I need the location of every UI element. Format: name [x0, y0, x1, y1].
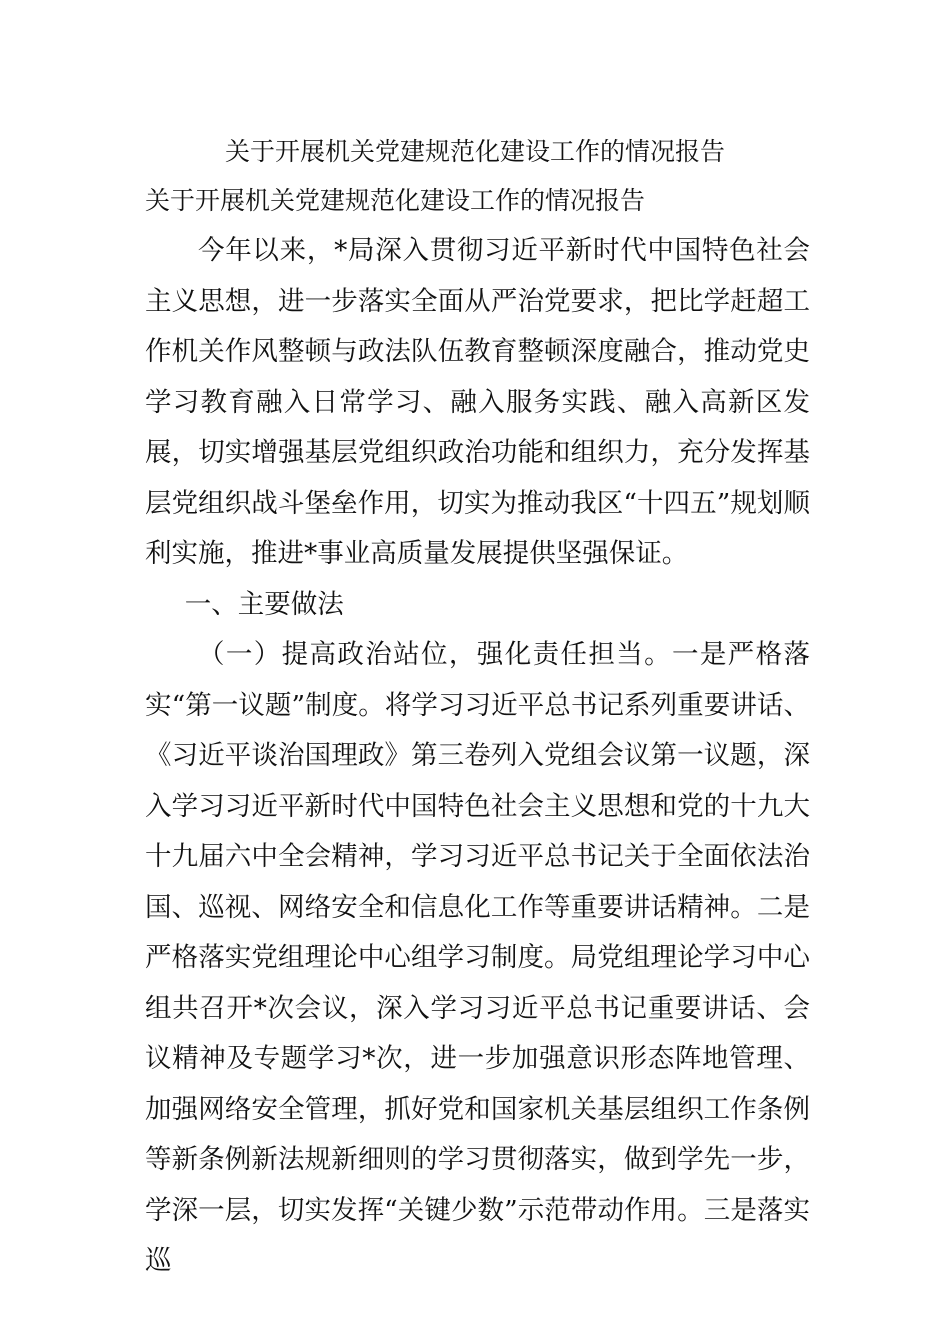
- document-subtitle: 关于开展机关党建规范化建设工作的情况报告: [145, 186, 646, 215]
- intro-paragraph: 今年以来，*局深入贯彻习近平新时代中国特色社会主义思想，进一步落实全面从严治党要求，把比学赶超工作机关作风整顿与政法队伍教育整顿深度融合，推动党史学习教育融入日常学习、融入服务实践、融入高新区发展，切实增强基层党组织政治功能和组织力，充分发挥基层党组织战斗堡垒作用，切实为推动我区“十四五”规划顺利实施，推进*事业高质量发展提供坚强保证。: [145, 235, 810, 569]
- section-paragraph: （一）提高政治站位，强化责任担当。一是严格落实“第一议题”制度。将学习习近平总书记系列重要讲话、《习近平谈治国理政》第三卷列入党组会议第一议题，深入学习习近平新时代中国特色社会主义思想和党的十九大十九届六中全会精神，学习习近平总书记关于全面依法治国、巡视、网络安全和信息化工作等重要讲话精神。二是严格落实党组理论中心组学习制度。局党组理论学习中心组共召开*次会议，深入学习习近平总书记重要讲话、会议精神及专题学习*次，进一步加强意识形态阵地管理、加强网络安全管理，抓好党和国家机关基层组织工作条例等新条例新法规新细则的学习贯彻落实，做到学先一步，学深一层，切实发挥“关键少数”示范带动作用。三是落实巡: [145, 639, 810, 1276]
- document-title: 关于开展机关党建规范化建设工作的情况报告: [224, 137, 725, 166]
- section-heading: 一、主要做法: [184, 588, 344, 620]
- document-body: [145, 226, 810, 1287]
